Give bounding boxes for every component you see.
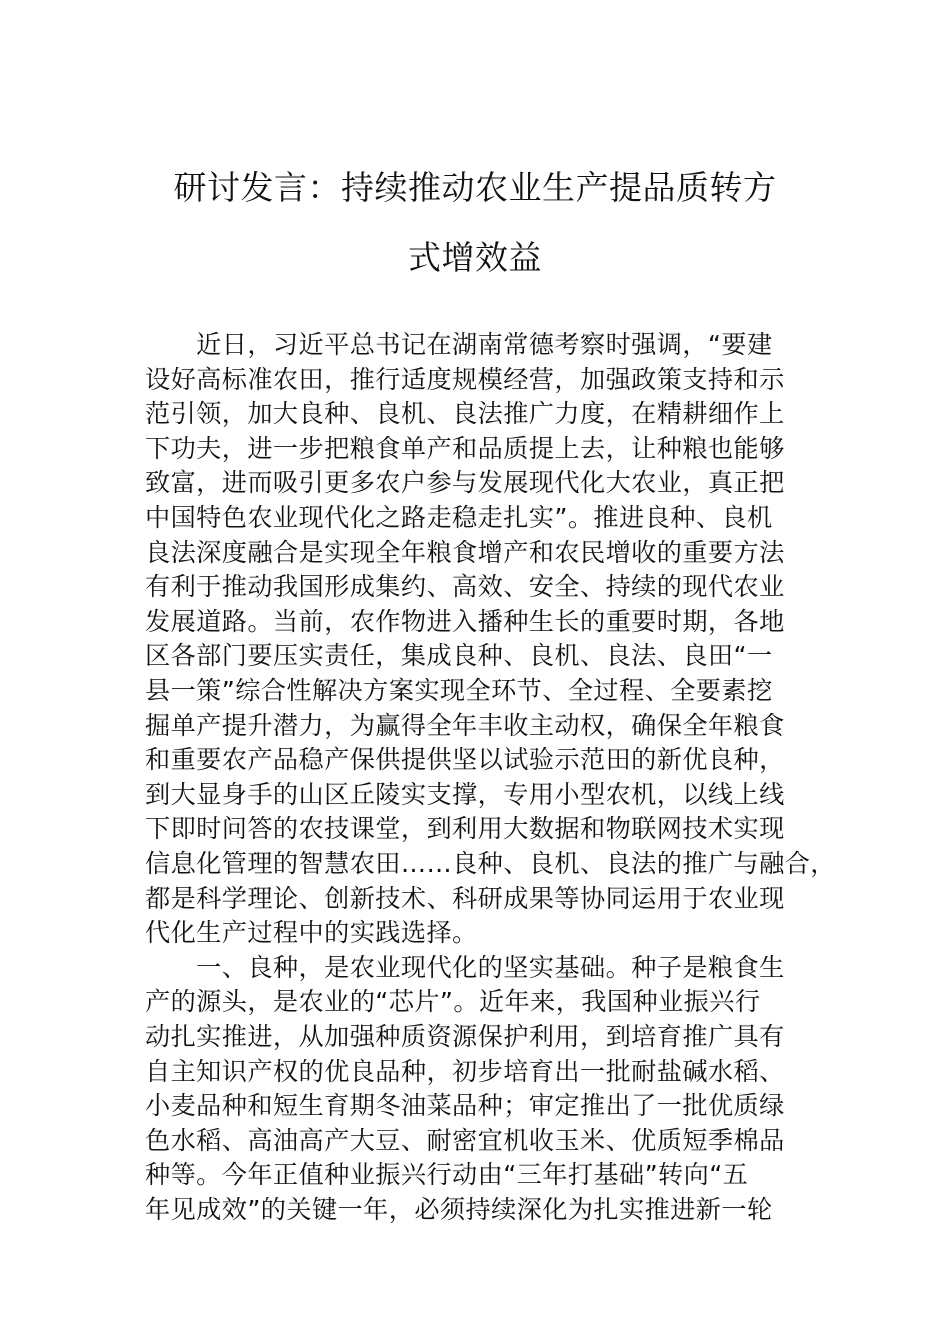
body-line: 范引领，加大良种、良机、良法推广力度，在精耕细作上 (145, 399, 785, 429)
body-line: 下即时问答的农技课堂，到利用大数据和物联网技术实现 (145, 814, 785, 844)
body-line: 掘单产提升潜力，为赢得全年丰收主动权，确保全年粮食 (145, 710, 785, 740)
body-line: 自主知识产权的优良品种，初步培育出一批耐盐碱水稻、 (145, 1056, 785, 1086)
body-line: 县一策”综合性解决方案实现全环节、全过程、全要素挖 (145, 676, 773, 705)
body-line: 有利于推动我国形成集约、高效、安全、持续的现代农业 (145, 572, 785, 602)
body-line: 良法深度融合是实现全年粮食增产和农民增收的重要方法 (145, 537, 785, 567)
body-line: 小麦品种和短生育期冬油菜品种；审定推出了一批优质绿 (145, 1091, 785, 1121)
body-line: 设好高标准农田，推行适度规模经营，加强政策支持和示 (145, 364, 785, 394)
body-line: 到大显身手的山区丘陵实支撑，专用小型农机，以线上线 (145, 779, 785, 809)
body-line: 动扎实推进，从加强种质资源保护利用，到培育推广具有 (145, 1022, 785, 1051)
body-line: 代化生产过程中的实践选择。 (145, 918, 478, 948)
body-line: 和重要农产品稳产保供提供坚以试验示范田的新优良种， (145, 745, 785, 775)
body-line: 区各部门要压实责任，集成良种、良机、良法、良田“一 (145, 641, 773, 671)
document-title-line-1: 研讨发言：持续推动农业生产提品质转方 (173, 168, 777, 207)
body-line: 都是科学理论、创新技术、科研成果等协同运用于农业现 (145, 883, 785, 913)
body-line: 种等。今年正值种业振兴行动由“三年打基础”转向“五 (145, 1160, 749, 1190)
body-line: 发展道路。当前，农作物进入播种生长的重要时期，各地 (145, 606, 785, 636)
body-line: 年见成效”的关键一年，必须持续深化为扎实推进新一轮 (145, 1195, 773, 1224)
document-title-line-2: 式增效益 (408, 238, 542, 277)
body-line: 近日，习近平总书记在湖南常德考察时强调，“要建 (145, 330, 773, 359)
body-line: 下功夫，进一步把粮食单产和品质提上去，让种粮也能够 (145, 433, 785, 463)
body-line: 中国特色农业现代化之路走稳走扎实”。推进良种、良机 (145, 503, 773, 532)
body-line: 信息化管理的智慧农田……良种、良机、良法的推广与融合， (145, 849, 836, 878)
body-line: 致富，进而吸引更多农户参与发展现代化大农业，真正把 (145, 468, 785, 498)
body-line: 一、良种，是农业现代化的坚实基础。种子是粮食生 (145, 952, 785, 982)
body-line: 产的源头，是农业的“芯片”。近年来，我国种业振兴行 (145, 987, 761, 1017)
body-line: 色水稻、高油高产大豆、耐密宜机收玉米、优质短季棉品 (145, 1125, 785, 1155)
